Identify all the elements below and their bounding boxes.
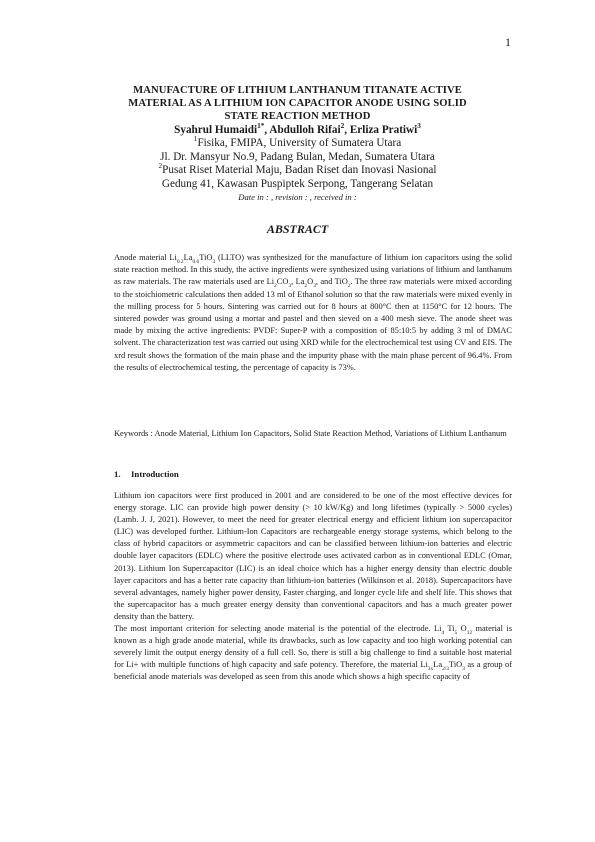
author-separator: , [344, 124, 350, 136]
keywords: Keywords : Anode Material, Lithium Ion Capacitors, Solid State Reaction Method, Variations of Lithium Lanthanum [114, 429, 507, 438]
formula-tio2 [334, 277, 351, 290]
introduction-body [114, 490, 512, 684]
formula-lto [433, 624, 473, 636]
affiliation-1-address: Jl. Dr. Mansyur No.9, Padang Bulan, Medan, Sumatera Utara [160, 150, 435, 163]
section-heading-introduction [114, 469, 179, 479]
formula-subscript: 3 [313, 283, 316, 290]
formula-subscript: 3x [427, 665, 434, 672]
abstract-heading: ABSTRACT [266, 222, 329, 236]
formula-part: Li [169, 253, 177, 262]
formula-part: Li [433, 624, 442, 634]
intro-segment: as a group of beneficial anode materials was developed as seen from this anode which shows a high specific capacity of [114, 660, 512, 682]
author-separator: , [264, 124, 270, 136]
formula-la2o3 [295, 277, 316, 290]
affiliation-2 [90, 164, 505, 178]
formula-subscript: 3 [462, 665, 465, 672]
formula-part: TiO [199, 253, 213, 262]
author-list [90, 124, 505, 137]
section-title: Introduction [131, 469, 179, 479]
abstract-segment: , and [315, 277, 335, 287]
abstract-text [114, 252, 512, 374]
author-2-affil-mark: 2 [340, 122, 345, 131]
formula-part: Ti [444, 624, 455, 634]
formula-part: Li [420, 660, 428, 670]
formula-llt [420, 660, 465, 672]
intro-paragraph-2 [114, 623, 512, 683]
author-1: Syahrul Humaidi [174, 124, 258, 136]
formula-llto [169, 253, 216, 265]
author-3-affil-mark: 3 [417, 122, 421, 131]
affiliation-2-address: Gedung 41, Kawasan Puspiptek Serpong, Tangerang Selatan [161, 177, 434, 190]
formula-part: CO [276, 277, 289, 287]
formula-subscript: 3 [288, 283, 292, 290]
formula-li2co3 [266, 277, 292, 290]
intro-segment: The most important criterion for selecting anode material is the potential of the electrode. [114, 624, 434, 634]
paper-title-line-2: MATERIAL AS A LITHIUM ION CAPACITOR ANODE USING SOLID [128, 98, 467, 109]
formula-subscript: 5 [454, 629, 458, 636]
formula-subscript: 2 [304, 283, 308, 290]
formula-part: O [307, 277, 314, 287]
formula-subscript: 0.2 [176, 258, 184, 265]
formula-subscript: 2/3 [442, 665, 450, 672]
formula-part: O [457, 624, 467, 634]
formula-subscript: 2 [347, 283, 351, 290]
formula-subscript: 2 [274, 283, 277, 290]
abstract-segment: . The three raw materials were mixed according to the stoichiometric calculations then added 13 ml of Ethanol solution so that the raw materials were mixed evenly in the milling process for 5 hours. Sintering was carried out for 8 hours at 800°C then at 1150°C for 12 hours. The sintered powder was ground using a mortar and pastel and then sieved on a 400 mesh sieve. The anode sheet was made by mixing the active ingredients: PVDF: Super-P with a composition of 85:10:5 by adding 3 ml of DMAC solvent. The characterization test was carried out using XRD while for the electrochemical test using CV and EIS. The xrd result shows the formation of the main phase and the impurity phase with the main phase percent of 96.4%. From the results of electrochemical testing, the percentage of capacity is 73%. [114, 277, 512, 372]
paper-header [90, 84, 505, 203]
paper-title-line-1: MANUFACTURE OF LITHIUM LANTHANUM TITANATE ACTIVE [133, 85, 462, 96]
formula-part: La [183, 253, 193, 262]
author-2: Abdulloh Rifai [269, 124, 341, 136]
abstract-segment: (LLTO) was synthesized for the manufacture of lithium ion capacitors using the solid state reaction method. In this study, the active ingredients were synthesized using variations of lithium and lanthanum as raw materials. The raw materials used are [114, 253, 512, 287]
abstract-segment: Anode material [114, 253, 170, 262]
author-1-affil-mark: 1* [257, 122, 265, 131]
affiliation-2-name: Pusat Riset Material Maju, Badan Riset dan Inovasi Nasional [162, 164, 437, 177]
affiliation-1-mark: 1 [193, 135, 198, 144]
author-3: Erliza Pratiwi [349, 124, 418, 136]
formula-subscript: 4 [441, 629, 445, 636]
section-number: 1. [114, 469, 121, 479]
formula-part: TiO [334, 277, 348, 287]
page-number: 1 [505, 35, 511, 49]
formula-part: La [295, 277, 305, 287]
affiliation-1 [90, 137, 505, 151]
intro-paragraph-1: Lithium ion capacitors were first produced in 2001 and are considered to be one of the most effective devices for energy storage. LIC can provide high power density (> 10 kW/Kg) and long lifetimes (typically > 5000 cycles) (Lamb. J. J, 2021). However, to meet the need for greater electrical energy and efficient lithium ion supercapacitor (LIC) was developed further. Lithium-Ion Capacitors are rechargeable energy storage systems, which belong to the class of hybrid capacitors or asymmetric capacitors and can be classified between lithium-ion batteries and electric double layer capacitors (EDLC) where the positive electrode uses activated carbon as in conventional EDLC (Omar, 2013). Lithium Ion Supercapacitor (LIC) is an ideal choice which has a higher energy density than electric double layer capacitors and has a better rate capacity than lithium-ion batteries (Wilkinson et al. 2018). Supercapacitors have several advantages, namely higher power density, Faster charging, and longer cycle life and shelf life. This shows that the supercapacitor has a much greater energy density than conventional capacitors and has a much greater power density than the battery. [114, 491, 512, 621]
formula-part: Li [266, 277, 275, 287]
abstract-segment: , [291, 277, 296, 287]
formula-part: La [433, 660, 443, 670]
formula-part: TiO [449, 660, 463, 670]
submission-dates: Date in : , revision : , received in : [238, 192, 357, 203]
formula-subscript: 0.6 [192, 258, 200, 265]
paper-title-line-3: STATE REACTION METHOD [224, 111, 371, 122]
formula-subscript: 12 [466, 629, 473, 636]
affiliation-1-name: Fisika, FMIPA, University of Sumatera Utara [197, 137, 402, 149]
affiliation-2-mark: 2 [158, 162, 163, 171]
intro-segment: material is known as a high grade anode material, while its drawbacks, such as low capacity and too high working potential can severely limit the output energy density of a full cell. So, there is still a big challenge to find a suitable host material for Li+ with multiple functions of high capacity and safe potency. Therefore, the material [114, 624, 512, 670]
formula-subscript: 3 [212, 258, 216, 265]
